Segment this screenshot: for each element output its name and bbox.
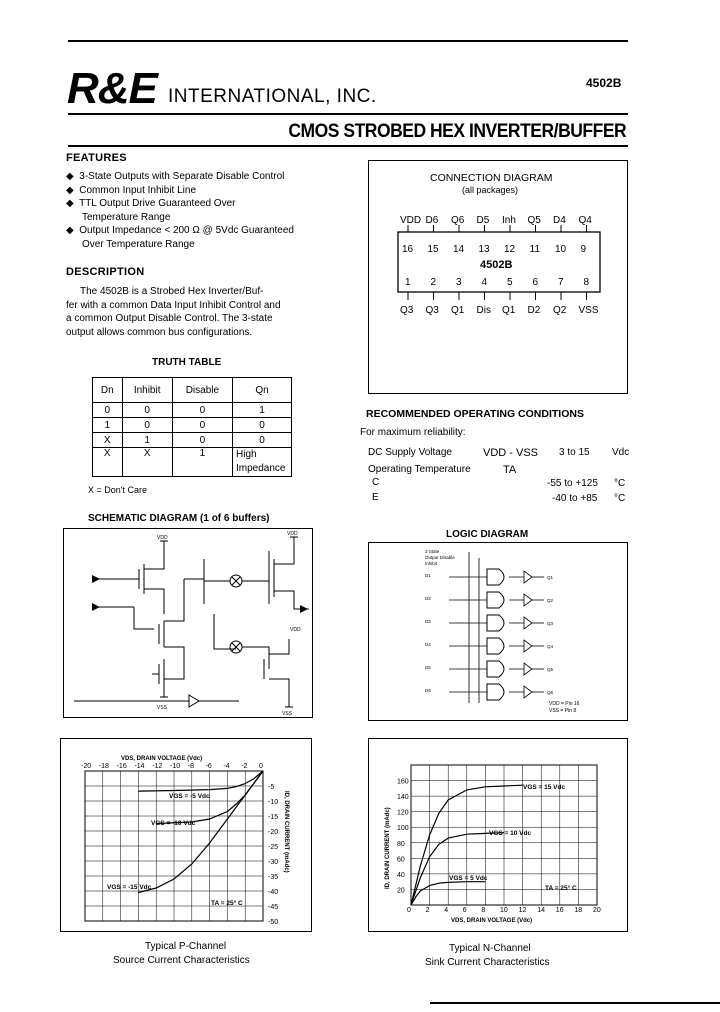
logic-output-label: Q5 <box>547 667 554 672</box>
pin-name-bottom: Q1 <box>451 305 465 316</box>
dc-supply-unit: Vdc <box>612 447 630 458</box>
table-header-row <box>93 378 292 403</box>
pin-name-top: Inh <box>502 215 516 226</box>
logic-buffer <box>509 686 532 698</box>
pin-name-top: Q6 <box>451 215 465 226</box>
features-heading: FEATURES <box>66 152 127 164</box>
logic-output-label: Q4 <box>547 644 554 649</box>
part-number: 4502B <box>586 76 622 90</box>
series-line <box>411 833 504 905</box>
chart-annotation: TA = 25° C <box>211 900 243 907</box>
temp-e-label: E <box>372 492 379 503</box>
logic-bus <box>469 552 479 703</box>
pin-name-bottom: VSS <box>578 305 599 316</box>
schematic-label-vdd: VDD <box>290 627 301 633</box>
x-tick-label: -6 <box>205 763 212 770</box>
page-title: CMOS STROBED HEX INVERTER/BUFFER <box>288 121 626 142</box>
title-rule <box>68 145 628 147</box>
pin-name-top: Q4 <box>578 215 592 226</box>
bullet-icon: ◆ <box>66 184 74 196</box>
pin-name-top: D4 <box>553 215 566 226</box>
pin-number-bottom: 2 <box>430 277 437 288</box>
logic-buffer <box>509 571 532 583</box>
logic-output-label: Q6 <box>547 690 554 695</box>
pin-name-bottom: Q1 <box>502 305 516 316</box>
pin-number-bottom: 6 <box>532 277 539 288</box>
logic-input-label: D6 <box>425 688 431 693</box>
pin-name-top: Q5 <box>527 215 541 226</box>
connection-diagram <box>368 205 628 325</box>
connection-diagram-title: CONNECTION DIAGRAM <box>430 172 553 184</box>
y-tick-label: 20 <box>397 887 405 895</box>
logic-output-label: Q1 <box>547 575 554 580</box>
y-tick-label: 100 <box>397 825 409 833</box>
pin-name-bottom: D2 <box>527 305 541 316</box>
logic-gate <box>487 615 504 631</box>
y-tick-label: -15 <box>268 814 279 821</box>
features-list <box>66 170 356 251</box>
x-axis-label: VDS, DRAIN VOLTAGE (Vdc) <box>451 918 533 924</box>
schematic-title: SCHEMATIC DIAGRAM (1 of 6 buffers) <box>88 513 270 524</box>
logic-diagram-title: LOGIC DIAGRAM <box>446 529 529 540</box>
temp-c-range: -55 to +125 <box>547 478 598 489</box>
temp-label: Operating Temperature <box>368 464 471 475</box>
logic-input-label: 3 State <box>425 549 440 554</box>
logic-gate <box>487 661 504 677</box>
chart-annotation: TA = 25° C <box>545 885 577 892</box>
logic-diagram <box>369 543 627 720</box>
schematic-label-vss: VSS <box>282 711 293 717</box>
description-text: The 4502B is a Strobed Hex Inverter/Buf- fer with a common Data Input Inhibit Control and a common Output Disable Control. The 3-state output allows common bus configurations. <box>66 286 281 338</box>
x-tick-label: -16 <box>116 763 127 770</box>
logic-gate <box>487 569 504 585</box>
x-tick-label: 8 <box>481 907 486 914</box>
x-axis-label: VDS, DRAIN VOLTAGE (Vdc) <box>121 756 203 762</box>
x-tick-label: 0 <box>407 907 411 914</box>
x-tick-label: 0 <box>259 763 263 770</box>
p-channel-chart <box>61 739 311 931</box>
y-tick-label: 140 <box>397 794 409 802</box>
x-tick-label: -2 <box>241 763 248 770</box>
dc-supply-label: DC Supply Voltage <box>368 447 452 458</box>
operating-heading: RECOMMENDED OPERATING CONDITIONS <box>366 408 584 420</box>
logic-input-label: D5 <box>425 665 431 670</box>
x-tick-label: -8 <box>187 763 195 770</box>
logic-output-label: Q2 <box>547 598 554 603</box>
pin-number-top: 9 <box>580 244 587 255</box>
bottom-rule <box>430 1002 720 1004</box>
x-tick-label: 6 <box>462 907 467 914</box>
temp-e-range: -40 to +85 <box>552 493 598 504</box>
x-tick-label: 14 <box>537 907 545 914</box>
pin-name-bottom: Q3 <box>425 305 439 316</box>
x-tick-label: -18 <box>98 763 109 770</box>
pin-number-top: 16 <box>402 244 414 255</box>
p-channel-caption: Source Current Characteristics <box>113 955 250 966</box>
feature-item: ◆ Output Impedance < 200 Ω @ 5Vdc Guaranteed Over Temperature Range <box>66 225 294 250</box>
x-tick-label: -20 <box>81 763 92 770</box>
dc-supply-range: 3 to 15 <box>559 447 590 458</box>
truth-table <box>92 377 292 477</box>
logic-input-label: D2 <box>425 596 431 601</box>
y-axis-label: ID, DRAIN CURRENT (mAdc) <box>283 791 289 873</box>
series-label: VGS = -5 Vdc <box>169 793 210 800</box>
temp-c-unit: °C <box>614 478 626 489</box>
logic-input-label: D3 <box>425 619 431 624</box>
feature-item: ◆ TTL Output Drive Guaranteed Over Temperature Range <box>66 198 236 223</box>
operating-subheading: For maximum reliability: <box>360 427 466 438</box>
top-rule <box>68 40 628 42</box>
schematic-label-vdd: VDD <box>287 531 298 537</box>
pin-number-top: 15 <box>427 244 439 255</box>
table-row: X X 1 High Impedance <box>93 448 292 477</box>
logic-gate <box>487 684 504 700</box>
y-tick-label: -20 <box>268 829 279 836</box>
table-row: X 1 0 0 <box>93 433 292 448</box>
n-channel-caption: Sink Current Characteristics <box>425 957 550 968</box>
pin-name-bottom: Dis <box>476 305 491 316</box>
bullet-icon: ◆ <box>66 171 74 182</box>
x-tick-label: 4 <box>444 907 449 914</box>
logic-buffer <box>509 617 532 629</box>
logic-input-label: Inhibit <box>425 561 438 566</box>
temp-e-unit: °C <box>614 493 626 504</box>
column-header: Qn <box>233 378 292 403</box>
y-tick-label: 80 <box>397 840 405 848</box>
pin-number-bottom: 1 <box>405 277 411 288</box>
pin-number-bottom: 4 <box>481 277 488 288</box>
x-tick-label: 16 <box>555 907 564 914</box>
y-axis-label: ID, DRAIN CURRENT (mAdc) <box>385 807 391 889</box>
y-tick-label: -25 <box>268 844 279 851</box>
feature-item: ◆ Common Input Inhibit Line <box>66 184 196 196</box>
company-name: INTERNATIONAL, INC. <box>168 86 377 107</box>
x-tick-label: 18 <box>574 907 583 914</box>
y-tick-label: 160 <box>397 778 409 786</box>
pin-number-top: 14 <box>453 244 465 255</box>
x-tick-label: 2 <box>425 907 430 914</box>
y-tick-label: -10 <box>268 799 279 806</box>
p-channel-caption: Typical P-Channel <box>145 941 227 952</box>
schematic-label-vss: VSS <box>157 705 168 711</box>
y-tick-label: 120 <box>397 809 409 817</box>
truth-table-title: TRUTH TABLE <box>152 357 222 368</box>
y-tick-label: -30 <box>268 859 279 866</box>
x-tick-label: -14 <box>134 763 145 770</box>
pin-name-top: VDD <box>400 215 422 226</box>
dc-supply-symbol: VDD - VSS <box>483 447 539 459</box>
x-tick-label: -10 <box>170 763 181 770</box>
ic-label: 4502B <box>480 259 513 271</box>
pin-name-top: D6 <box>425 215 439 226</box>
column-header: Inhibit <box>122 378 172 403</box>
logic-input-label: Output Disable <box>425 555 455 560</box>
y-tick-label: 60 <box>397 856 405 864</box>
temp-symbol: TA <box>503 464 517 476</box>
logic-note: VSS = Pin 8 <box>549 708 577 714</box>
table-row: 0 0 0 1 <box>93 403 292 418</box>
pin-name-bottom: Q3 <box>400 305 414 316</box>
feature-item: ◆ 3-State Outputs with Separate Disable Control <box>66 171 285 182</box>
pin-number-bottom: 7 <box>558 277 564 288</box>
series-label: VGS = -15 Vdc <box>107 884 152 891</box>
pin-name-top: D5 <box>476 215 490 226</box>
n-channel-caption: Typical N-Channel <box>449 943 531 954</box>
header-rule <box>68 113 628 115</box>
logic-gate <box>487 592 504 608</box>
temp-c-label: C <box>372 477 380 488</box>
y-tick-label: -5 <box>268 784 275 791</box>
series-label: VGS = -10 Vdc <box>151 820 196 827</box>
logic-gate <box>487 638 504 654</box>
y-tick-label: -35 <box>268 874 279 881</box>
connection-diagram-subtitle: (all packages) <box>462 185 519 195</box>
logic-input-label: D4 <box>425 642 431 647</box>
pin-number-top: 10 <box>555 244 567 255</box>
schematic-label-vdd: VDD <box>157 535 168 541</box>
x-tick-label: 12 <box>518 907 527 914</box>
y-tick-label: -50 <box>268 919 279 926</box>
pin-number-top: 13 <box>478 244 490 255</box>
x-tick-label: -4 <box>223 763 230 770</box>
logic-buffer <box>509 640 532 652</box>
series-line <box>138 771 263 791</box>
n-channel-chart <box>369 739 627 931</box>
description-heading: DESCRIPTION <box>66 266 145 278</box>
logic-input-label: D1 <box>425 573 431 578</box>
x-tick-label: 10 <box>500 907 508 914</box>
y-tick-label: 40 <box>397 871 405 879</box>
bullet-icon: ◆ <box>66 198 74 209</box>
column-header: Dn <box>93 378 123 403</box>
pin-number-top: 12 <box>504 244 516 255</box>
schematic-diagram <box>64 529 312 717</box>
column-header: Disable <box>172 378 232 403</box>
pin-number-bottom: 3 <box>456 277 462 288</box>
pin-name-bottom: Q2 <box>553 305 567 316</box>
series-label: VGS = 10 Vdc <box>489 830 532 837</box>
pin-number-bottom: 8 <box>583 277 590 288</box>
x-tick-label: 20 <box>593 907 601 914</box>
logic-buffer <box>509 663 532 675</box>
pin-number-bottom: 5 <box>507 277 513 288</box>
series-label: VGS = 5 Vdc <box>449 875 488 882</box>
logic-note: VDD = Pin 16 <box>549 701 580 707</box>
logic-output-label: Q3 <box>547 621 554 626</box>
series-label: VGS = 15 Vdc <box>523 784 566 791</box>
logic-buffer <box>509 594 532 606</box>
truth-table-note: X = Don't Care <box>88 485 147 495</box>
y-tick-label: -45 <box>268 904 279 911</box>
table-row: 1 0 0 0 <box>93 418 292 433</box>
x-tick-label: -12 <box>152 763 163 770</box>
y-tick-label: -40 <box>268 889 279 896</box>
company-logo: R&E <box>67 64 157 113</box>
pin-number-top: 11 <box>529 244 540 255</box>
bullet-icon: ◆ <box>66 225 74 236</box>
